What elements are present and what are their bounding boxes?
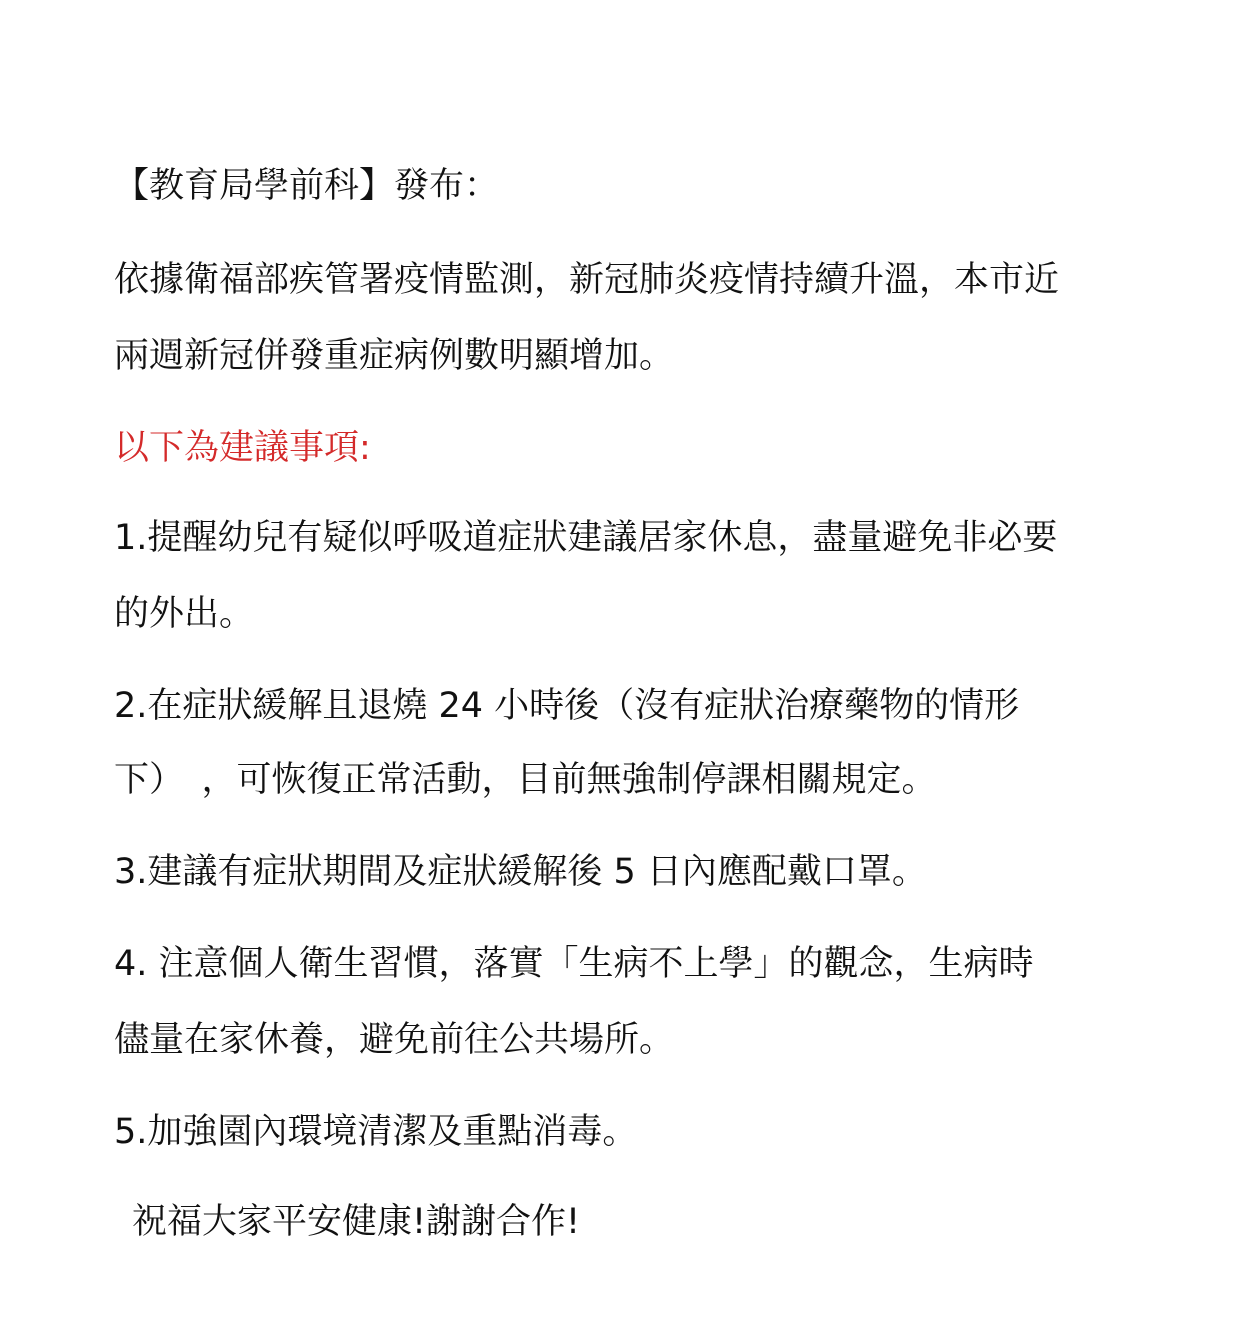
- advice-heading: 以下為建議事項:: [114, 428, 371, 468]
- closing-line: 祝福大家平安健康!謝謝合作!: [132, 1202, 581, 1242]
- intro-line-1: 依據衛福部疾管署疫情監測，新冠肺炎疫情持續升溫，本市近: [114, 260, 1060, 300]
- intro-line-2: 兩週新冠併發重症病例數明顯增加。: [114, 336, 675, 376]
- item-4-line-1: 4. 注意個人衛生習慣，落實「生病不上學」的觀念，生病時: [114, 944, 1034, 984]
- item-1-line-2: 的外出。: [114, 594, 255, 634]
- announcement-heading: 【教育局學前科】發布：: [114, 166, 500, 206]
- item-1-line-1: 1.提醒幼兒有疑似呼吸道症狀建議居家休息，盡量避免非必要: [114, 518, 1058, 558]
- item-5-line-1: 5.加強園內環境清潔及重點消毒。: [114, 1112, 638, 1152]
- item-4-line-2: 儘量在家休養，避免前往公共場所。: [114, 1020, 675, 1060]
- item-3-line-1: 3.建議有症狀期間及症狀緩解後 5 日內應配戴口罩。: [114, 852, 927, 892]
- item-2-line-2: 下） ，可恢復正常活動，目前無強制停課相關規定。: [114, 760, 937, 800]
- item-2-line-1: 2.在症狀緩解且退燒 24 小時後（沒有症狀治療藥物的情形: [114, 686, 1020, 726]
